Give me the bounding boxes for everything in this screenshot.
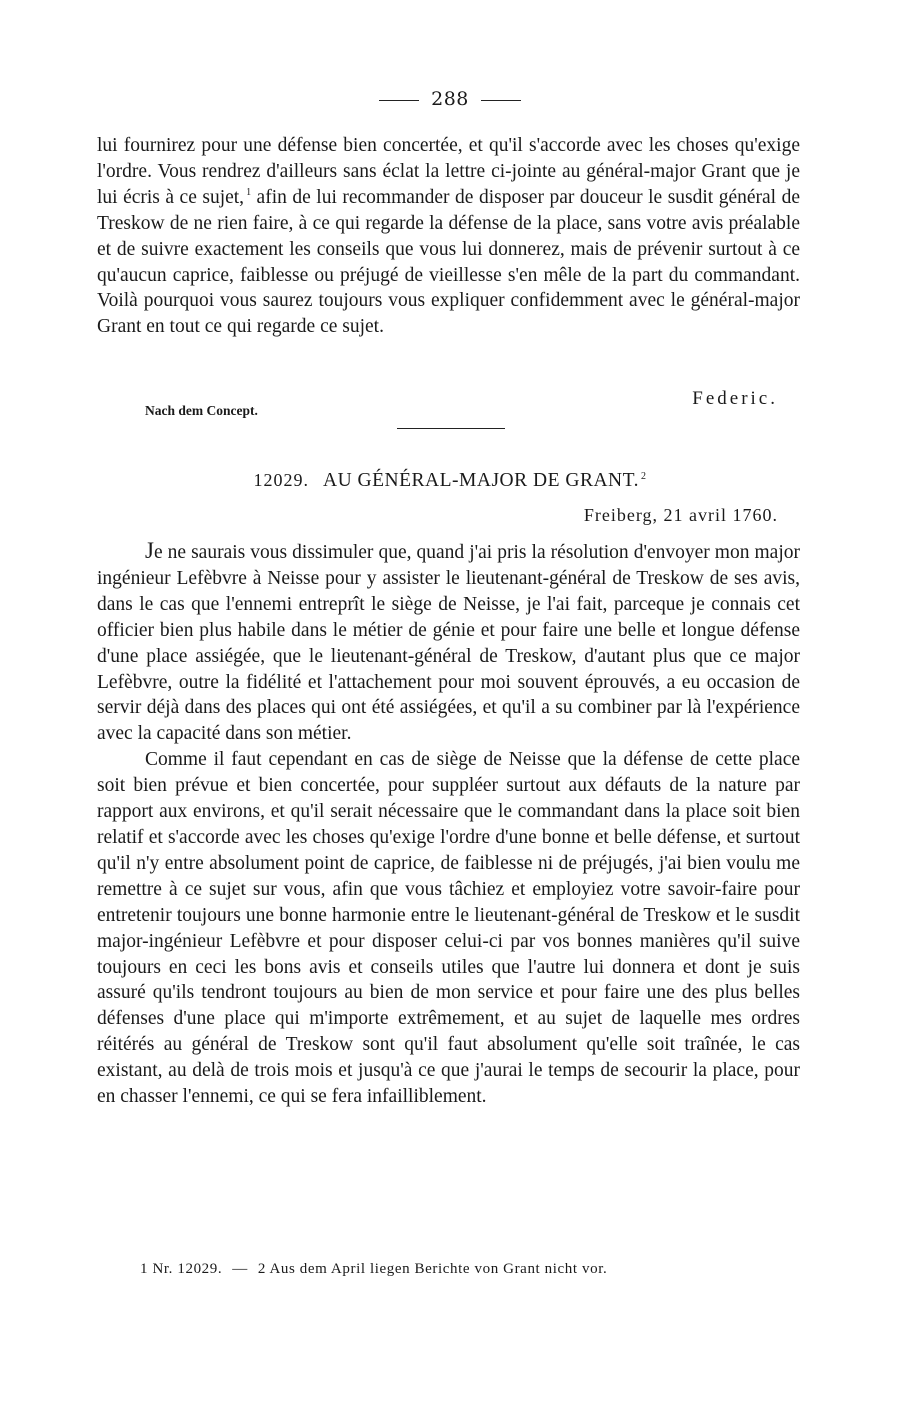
footnote-1-text: Nr. 12029. xyxy=(152,1261,223,1277)
footnote-1 xyxy=(140,1261,222,1277)
footnote-1-marker: 1 xyxy=(140,1261,149,1277)
letter-body xyxy=(97,538,800,1110)
page-number: 288 xyxy=(431,88,469,110)
paragraph-initial: J xyxy=(145,538,154,563)
letter-addressee: AU GÉNÉRAL-MAJOR DE GRANT. xyxy=(323,470,639,491)
closing-row xyxy=(97,388,800,428)
source-note: Nach dem Concept. xyxy=(145,403,258,418)
place-date: Freiberg, 21 avril 1760. xyxy=(583,505,778,525)
paragraph-2-text: Comme il faut cependant en cas de siège de Neisse que la défense de cette place soit bien prévue et bien concertée, pour suppléer surtout aux défauts de la nature par rapport aux environs, et qu'il serait nécessaire que le commandant dans la place soit bien relatif et s'accorde avec les choses qu'exige l'ordre d'une bonne et belle défense, et surtout qu'il n'y entre absolument point de caprice, de faiblesse ni de préjugés, j'ai bien voulu me remettre à ce sujet sur vous, afin que vous tâchiez et employiez votre savoir-faire pour entretenir toujours une bonne harmonie entre le lieutenant-général de Treskow et le susdit major-ingénieur Lefèbvre et pour disposer celui-ci par vos bonnes manières qu'il suive toujours en ceci les bons avis et conseils utiles que l'autre lui donnera et dont je suis assuré qu'ils tendront toujours au bien de mon service et pour faire une des plus belles défenses d'une place qui m'importe extrêmement, et au sujet de laquelle mes ordres réitérés au général de Treskow sont qu'il faut absolument qu'elle soit traînée, le cas existant, au delà de trois mois et jusqu'à ce que j'aurai le temps de secourir la place, pour en chasser l'ennemi, ce qui se fera infailliblement. xyxy=(97,749,800,1108)
continuation-paragraph xyxy=(97,133,800,340)
letter-paragraph-2 xyxy=(97,747,800,1110)
section-divider xyxy=(397,428,505,429)
footnote-2 xyxy=(258,1261,608,1277)
letter-number: 12029. xyxy=(253,470,310,490)
page-header xyxy=(0,88,900,110)
letter-heading xyxy=(0,470,900,492)
header-dash-right xyxy=(481,100,521,101)
header-dash-left xyxy=(379,100,419,101)
paragraph-1-text: e ne saurais vous dissimuler que, quand j'ai pris la résolution d'envoyer mon major ingénieur Lefèbvre à Neisse pour y assister le lieutenant-général de Treskow de ses avis, dans le cas que l'ennemi entreprît le siège de Neisse, je l'ai fait, parceque je connais cet officier bien plus habile dans le métier de génie et pour faire une belle et longue défense d'une place assiégée, que le lieutenant-général de Treskow, d'autant plus que ce major Lefèbvre, outre la fidélité et l'attachement pour moi souvent éprouvés, a eu occasion de servir déjà dans des places qui ont été assiégées, et qu'il a su combiner par là l'expérience avec la capacité dans son métier. xyxy=(97,542,800,745)
footnotes xyxy=(140,1261,607,1278)
footnote-ref-2: 2 xyxy=(640,470,647,482)
footnote-2-marker: 2 xyxy=(257,1261,266,1277)
continuation-text: lui fournirez pour une défense bien concertée, et qu'il s'accorde avec les choses qu'exige l'ordre. Vous rendrez d'ailleurs sans éclat la lettre ci-jointe au général-major Grant que je lui écris à ce sujet, xyxy=(97,135,800,208)
letter-paragraph-1 xyxy=(97,538,800,747)
continuation-text-rest: afin de lui recommander de disposer par douceur le susdit général de Treskow de ne rien faire, à ce qui regarde la défense de la place, sans votre avis préalable et de suivre exactement les conseils que vous lui donnerez, mais de prévenir surtout à ce qu'aucun caprice, faiblesse ou préjugé de vieillesse s'en mêle de la part du commandant. Voilà pourquoi vous saurez toujours vous expliquer confidemment avec le général-major Grant en tout ce qui regarde ce sujet. xyxy=(97,186,800,338)
footnote-2-text: Aus dem April liegen Berichte von Grant nicht vor. xyxy=(269,1261,608,1277)
footnote-separator: — xyxy=(232,1261,248,1277)
footnote-ref-1: 1 xyxy=(246,187,252,199)
signature: Federic. xyxy=(692,388,778,409)
